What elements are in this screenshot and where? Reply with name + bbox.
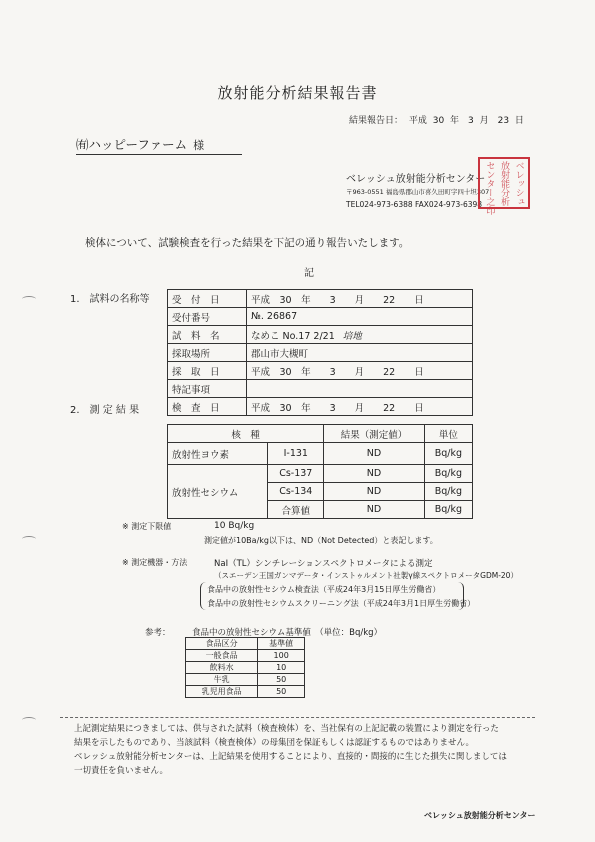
company-seal bbox=[478, 157, 530, 215]
document-title: 放射能分析結果報告書 bbox=[217, 84, 378, 102]
nuclide: 合算値 bbox=[268, 501, 324, 519]
standard-value: 10 bbox=[258, 662, 305, 674]
table-header-row bbox=[168, 425, 473, 443]
result-value: ND bbox=[324, 483, 424, 501]
result-value: ND bbox=[324, 501, 424, 519]
unit: Bq/kg bbox=[424, 465, 472, 483]
detection-limit-label: ※ 測定下限値 bbox=[122, 522, 172, 531]
table-row bbox=[186, 650, 305, 662]
standard-value: 50 bbox=[258, 686, 305, 698]
seal-line: センター之印 bbox=[484, 161, 495, 215]
header-unit: 単位 bbox=[424, 425, 472, 443]
table-row bbox=[168, 290, 473, 308]
table-row bbox=[168, 465, 473, 483]
seal-line: 放射能分析 bbox=[498, 161, 509, 206]
nuclide: Cs-134 bbox=[268, 483, 324, 501]
table-row bbox=[168, 380, 473, 398]
results-table bbox=[167, 424, 473, 519]
collection-place: 郡山市大槻町 bbox=[247, 344, 473, 362]
equipment-label: ※ 測定機器・方法 bbox=[122, 558, 188, 567]
reception-date: 平成 30 年 3 月 22 日 bbox=[247, 290, 473, 308]
header-result: 結果（測定値） bbox=[324, 425, 424, 443]
table-row bbox=[168, 344, 473, 362]
reference-table bbox=[185, 637, 305, 698]
sample-name-cell bbox=[247, 326, 473, 344]
table-row bbox=[168, 398, 473, 416]
unit: Bq/kg bbox=[424, 501, 472, 519]
punch-mark bbox=[22, 536, 36, 542]
nuclide: I-131 bbox=[268, 443, 324, 465]
disclaimer bbox=[74, 722, 554, 778]
sample-info-table bbox=[167, 289, 473, 398]
disclaimer-line: 一切責任を負いません。 bbox=[74, 766, 169, 776]
footer-center-name: ベレッシュ放射能分析センター bbox=[424, 811, 536, 820]
table-row bbox=[168, 362, 473, 380]
food-category: 乳児用食品 bbox=[186, 686, 258, 698]
method-line: 食品中の放射性セシウム検査法（平成24年3月15日厚生労働省） bbox=[207, 585, 441, 594]
food-category: 飲料水 bbox=[186, 662, 258, 674]
nuclide-group: 放射性セシウム bbox=[168, 465, 268, 519]
unit: Bq/kg bbox=[424, 443, 472, 465]
ki-heading: 記 bbox=[304, 268, 314, 279]
recipient-honorific: 様 bbox=[193, 139, 205, 152]
table-row bbox=[186, 662, 305, 674]
disclaimer-line: ベレッシュ放射能分析センターは、上記結果を使用することにより、直接的・間接的に生じた損失に関しましては bbox=[74, 752, 507, 762]
header-standard: 基準値 bbox=[258, 638, 305, 650]
reference-label: 参考： bbox=[145, 628, 171, 638]
standard-value: 100 bbox=[258, 650, 305, 662]
report-date: 結果報告日： 平成 30 年 3 月 23 日 bbox=[349, 116, 524, 126]
disclaimer-line: 結果を示したものであり、当該試料（検査検体）の母集団を保証もしくは認証するものではありません。 bbox=[74, 738, 475, 748]
detection-limit-value: 10 Bq/kg bbox=[214, 521, 255, 531]
nuclide: Cs-137 bbox=[268, 465, 324, 483]
header-nuclide: 核 種 bbox=[168, 425, 324, 443]
special-notes bbox=[247, 380, 473, 398]
reference-title: 食品中の放射性セシウム基準値 （単位：Bq/kg） bbox=[192, 628, 383, 638]
table-row bbox=[168, 308, 473, 326]
method-line: 食品中の放射性セシウムスクリーニング法（平成24年3月1日厚生労働省） bbox=[207, 599, 476, 608]
center-name: ベレッシュ放射能分析センター bbox=[346, 174, 486, 185]
reception-number: №. 26867 bbox=[247, 308, 473, 326]
row-label: 受付番号 bbox=[168, 308, 247, 326]
punch-mark bbox=[22, 296, 36, 302]
unit: Bq/kg bbox=[424, 483, 472, 501]
row-label: 採取場所 bbox=[168, 344, 247, 362]
divider bbox=[60, 717, 535, 718]
header-category: 食品区分 bbox=[186, 638, 258, 650]
food-category: 一般食品 bbox=[186, 650, 258, 662]
equipment-detail: （スエーデン王国ガンマデータ・インストゥルメント社製γ線スペクトロメータGDM-20） bbox=[214, 571, 518, 580]
center-address: 〒963-0551 福島県郡山市喜久田町字四十坦307 bbox=[346, 188, 490, 196]
sample-name-handwritten: 培地 bbox=[342, 330, 362, 342]
table-row bbox=[186, 674, 305, 686]
row-label: 検 査 日 bbox=[168, 398, 247, 416]
seal-line: ベレッシュ bbox=[513, 161, 524, 206]
food-category: 牛乳 bbox=[186, 674, 258, 686]
table-header-row bbox=[186, 638, 305, 650]
result-value: ND bbox=[324, 465, 424, 483]
recipient bbox=[76, 135, 242, 155]
row-label: 受 付 日 bbox=[168, 290, 247, 308]
intro-text: 検体について、試験検査を行った結果を下記の通り報告いたします。 bbox=[85, 237, 410, 249]
table-row bbox=[168, 443, 473, 465]
standard-value: 50 bbox=[258, 674, 305, 686]
table-row bbox=[168, 326, 473, 344]
row-label: 採 取 日 bbox=[168, 362, 247, 380]
detection-limit-description: 測定値が10Ba/kg以下は、ND（Not Detected）と表記します。 bbox=[204, 536, 438, 545]
sample-name: なめこ No.17 2/21 bbox=[251, 330, 335, 342]
inspection-date-table bbox=[167, 397, 473, 416]
nuclide-group: 放射性ヨウ素 bbox=[168, 443, 268, 465]
section1-label: 1. 試料の名称等 bbox=[70, 294, 150, 305]
center-phone: TEL024-973-6388 FAX024-973-6398 bbox=[346, 200, 483, 209]
result-value: ND bbox=[324, 443, 424, 465]
inspection-date: 平成 30 年 3 月 22 日 bbox=[247, 398, 473, 416]
section2-label: 2. 測 定 結 果 bbox=[70, 405, 140, 416]
punch-mark bbox=[22, 717, 36, 723]
row-label: 特記事項 bbox=[168, 380, 247, 398]
equipment-text: NaI（TL）シンチレーションスペクトロメータによる測定 bbox=[214, 559, 433, 569]
row-label: 試 料 名 bbox=[168, 326, 247, 344]
disclaimer-line: 上記測定結果につきましては、供与された試料（検査検体）を、当社保有の上記記載の装置により測定を行った bbox=[74, 724, 499, 734]
recipient-name: ㈲ハッピーファーム bbox=[76, 137, 188, 152]
collection-date: 平成 30 年 3 月 22 日 bbox=[247, 362, 473, 380]
table-row bbox=[186, 686, 305, 698]
